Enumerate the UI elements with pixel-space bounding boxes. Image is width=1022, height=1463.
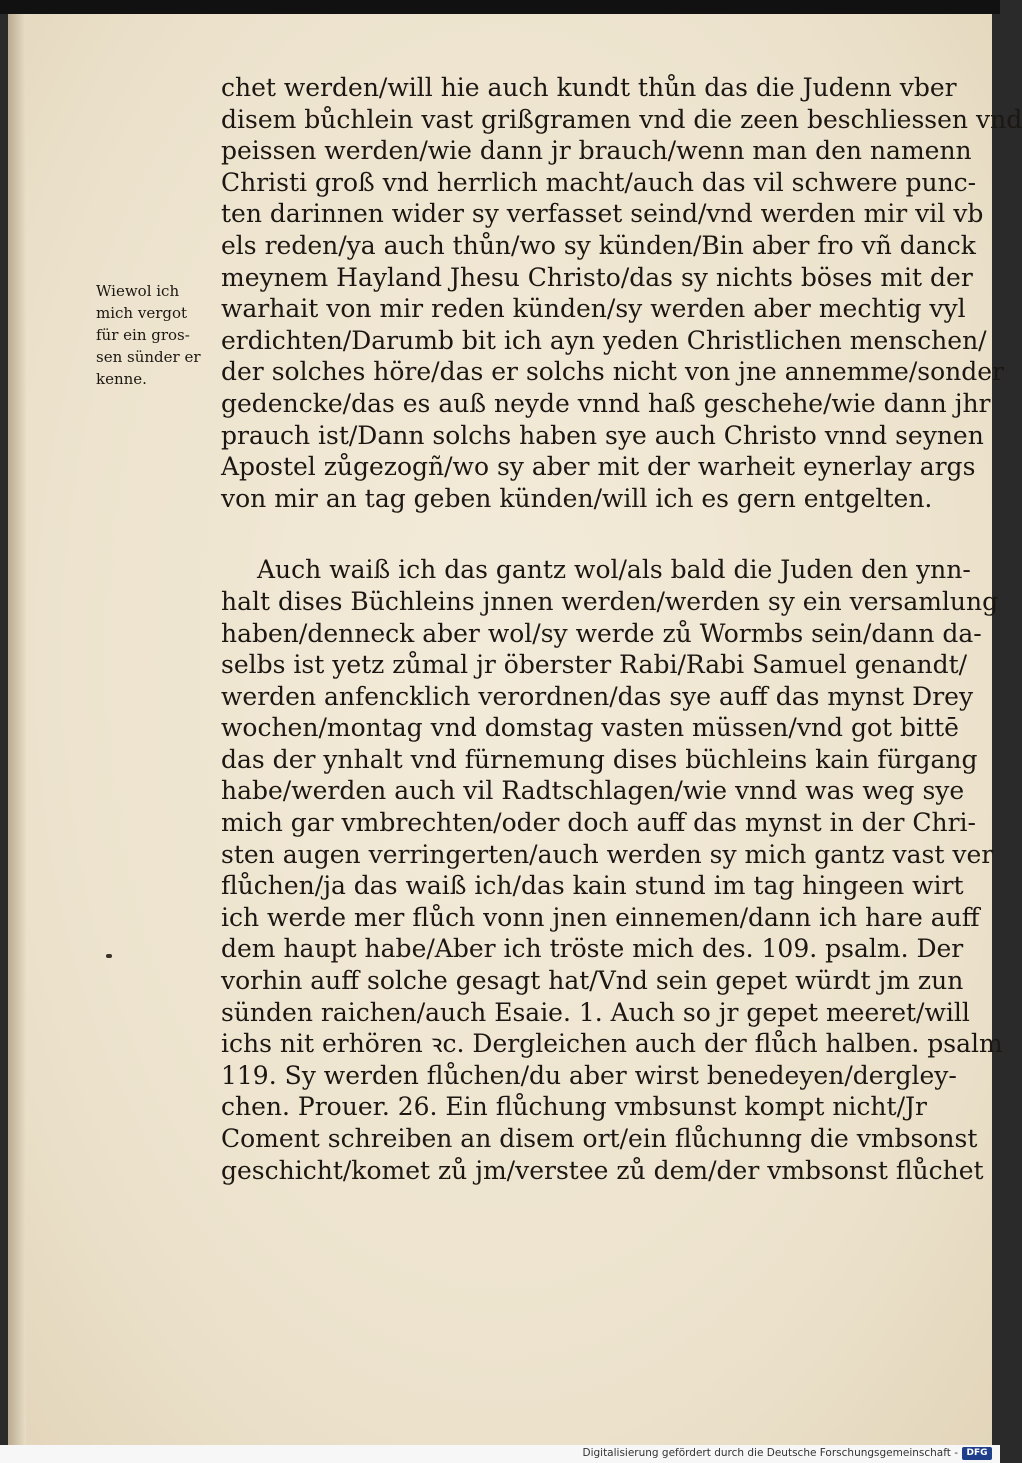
paragraph-gap <box>221 514 931 554</box>
text-line: kenne. <box>96 370 147 388</box>
text-line: Coment schreiben an disem ort/ein flůchunng die vmbsonst <box>221 1124 978 1153</box>
text-line: werden anfencklich verordnen/das sye auff das mynst Drey <box>221 681 974 711</box>
scanner-top-strip <box>0 0 1000 14</box>
text-line: sten augen verringerten/auch werden sy mich gantz vast ver <box>221 839 994 869</box>
text-line: 119. Sy werden flůchen/du aber wirst benedeyen/dergley- <box>221 1060 957 1090</box>
text-line: sünden raichen/auch Esaie. 1. Auch so jr gepet meeret/will <box>221 997 970 1027</box>
text-line: dem haupt habe/Aber ich tröste mich des. 109. psalm. Der <box>221 934 964 964</box>
text-line: disem bůchlein vast grißgramen vnd die zeen beschliessen vnd <box>221 104 1022 134</box>
text-line: der solches höre/das er solchs nicht von jne annemme/sonder <box>221 357 1004 387</box>
paragraph-1 <box>221 72 1022 514</box>
scanned-page <box>8 14 1022 1445</box>
text-line: Christi groß vnd herrlich macht/auch das vil schwere punc- <box>221 167 977 197</box>
text-line: halt dises Büchleins jnnen werden/werden sy ein versamlung <box>221 586 999 616</box>
text-line: flůchen/ja das waiß ich/das kain stund im tag hingeen wirt <box>221 871 964 901</box>
body-text <box>221 72 1022 1186</box>
ink-speck <box>106 954 112 958</box>
text-line: prauch ist/Dann solchs haben sye auch Christo vnnd seynen <box>221 420 984 450</box>
text-line: chen. Prouer. 26. Ein flůchung vmbsunst kompt nicht/Jr <box>221 1092 927 1122</box>
text-line: erdichten/Darumb bit ich ayn yeden Christlichen menschen/ <box>221 325 987 355</box>
text-line: warhait von mir reden künden/sy werden aber mechtig vyl <box>221 294 966 324</box>
text-line: wochen/montag vnd domstag vasten müssen/vnd got bittē <box>221 713 959 743</box>
text-line: els reden/ya auch thůn/wo sy künden/Bin aber fro vñ danck <box>221 230 976 260</box>
text-line: selbs ist yetz zůmal jr öberster Rabi/Rabi Samuel genandt/ <box>221 650 968 680</box>
page-gutter-shadow <box>8 14 26 1445</box>
paragraph-2 <box>221 554 1003 1186</box>
text-line: gedencke/das es auß neyde vnnd haß geschehe/wie dann jhr <box>221 388 991 418</box>
text-line: meynem Hayland Jhesu Christo/das sy nichts böses mit der <box>221 262 973 292</box>
text-line: sen sünder er <box>96 348 201 366</box>
text-line: mich vergot <box>96 304 188 322</box>
text-line: das der ynhalt vnd fürnemung dises büchleins kain fürgang <box>221 744 978 774</box>
text-line: Wiewol ich <box>96 282 180 300</box>
text-line: von mir an tag geben künden/will ich es gern entgelten. <box>221 483 933 513</box>
text-line: ich werde mer flůch vonn jnen einnemen/dann ich hare auff <box>221 902 980 932</box>
text-line: ichs nit erhören ꝛc. Dergleichen auch der flůch halben. psalm <box>221 1029 1003 1059</box>
text-line: chet werden/will hie auch kundt thůn das die Judenn vber <box>221 73 957 102</box>
footer-credit: Digitalisierung gefördert durch die Deutsche Forschungsgemeinschaft - <box>582 1447 958 1459</box>
dfg-logo-icon: DFG <box>962 1447 992 1460</box>
text-line: vorhin auff solche gesagt hat/Vnd sein gepet würdt jm zun <box>221 966 964 996</box>
text-line: Auch waiß ich das gantz wol/als bald die Juden den ynn- <box>257 555 971 585</box>
text-line: für ein gros- <box>96 326 190 344</box>
margin-note <box>96 280 221 390</box>
text-line: haben/denneck aber wol/sy werde zů Wormbs sein/dann da- <box>221 618 982 648</box>
footer-bar <box>0 1445 1000 1463</box>
text-line: ten darinnen wider sy verfasset seind/vnd werden mir vil vb <box>221 199 984 229</box>
text-line: habe/werden auch vil Radtschlagen/wie vnnd was weg sye <box>221 776 965 806</box>
text-line: geschicht/komet zů jm/verstee zů dem/der vmbsonst flůchet <box>221 1155 984 1185</box>
text-line: Apostel zůgezogñ/wo sy aber mit der warheit eynerlay args <box>221 452 976 482</box>
text-line: mich gar vmbrechten/oder doch auff das mynst in der Chri- <box>221 808 976 838</box>
text-line: peissen werden/wie dann jr brauch/wenn man den namenn <box>221 136 972 166</box>
